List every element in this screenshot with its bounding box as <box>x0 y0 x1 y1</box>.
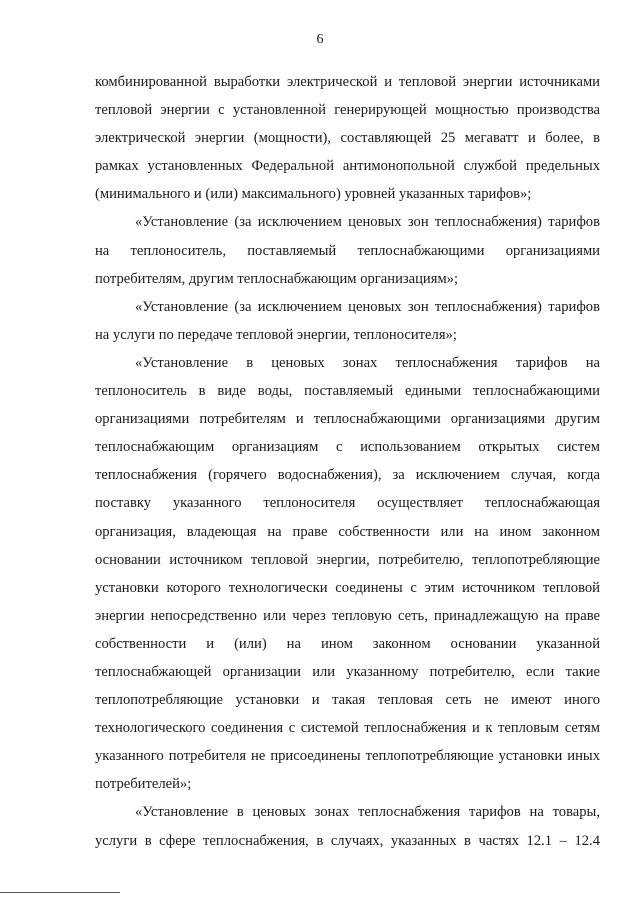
paragraph-heat-carrier-tariffs: «Установление (за исключением ценовых зон теплоснабжения) тарифов на теплоноситель, поставляемый теплоснабжающими организациями потребителям, другим теплоснабжающим организациям»; <box>95 214 600 287</box>
paragraph-transmission-tariffs: «Установление (за исключением ценовых зон теплоснабжения) тарифов на услуги по передаче тепловой энергии, теплоносителя»; <box>95 298 600 343</box>
page-number: 6 <box>316 32 324 47</box>
footer-divider <box>0 892 120 893</box>
paragraph-tariffs-continuation: комбинированной выработки электрической и тепловой энергии источниками тепловой энергии с установленной генерирующей мощностью производства электрической энергии (мощности), составляющей 25 мегаватт и более, в рамках установленных Федеральной антимонопольной службой предельных (минимального и (или) максимального) уровней указанных тарифов»; <box>95 74 600 203</box>
paragraph-price-zones-water: «Установление в ценовых зонах теплоснабжения тарифов на теплоноситель в виде воды, поставляемый едиными теплоснабжающими организациями потребителям и теплоснабжающими организациями другим теплоснабжающим организациям с использованием открытых систем теплоснабжения (горячего водоснабжения), за исключением случая, когда поставку указанного теплоносителя осуществляет теплоснабжающая организация, владеющая на праве собственности или на ином законном основании источником тепловой энергии, потребителю, теплопотребляющие установки которого технологически соединены с этим источником тепловой энергии непосредственно или через тепловую сеть, принадлежащую на праве собственности и (или) на ином законном основании указанной теплоснабжающей организации или указанному потребителю, если такие теплопотребляющие установки и такая тепловая сеть не имеют иного технологического соединения с системой теплоснабжения и к тепловым сетям указанного потребителя не присоединены теплопотребляющие установки иных потребителей»; <box>95 354 600 793</box>
paragraph-price-zones-goods: «Установление в ценовых зонах теплоснабжения тарифов на товары, услуги в сфере теплоснабжения, в случаях, указанных в частях 12.1 – 12.4 <box>95 804 600 849</box>
document-body <box>95 68 600 855</box>
